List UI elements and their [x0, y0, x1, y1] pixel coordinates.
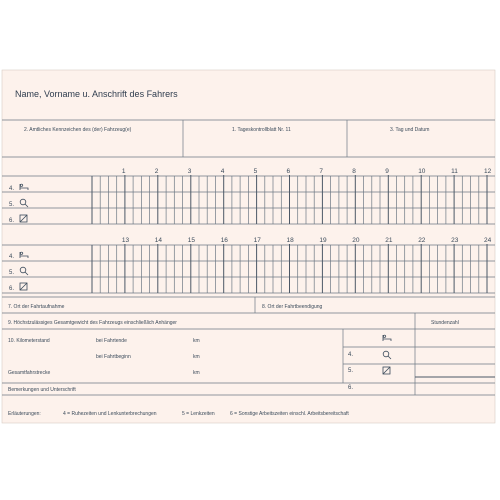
- date-label: 3. Tag und Datum: [390, 127, 430, 133]
- legend-other-work: 6 = Sonstige Arbeitszeiten einschl. Arbeitsbereitschaft: [230, 411, 349, 417]
- hour-number-label: 5: [253, 168, 258, 175]
- total-distance-label: Gesamtfahrstrecke: [8, 370, 51, 376]
- row-label-driving: 5.: [9, 202, 15, 208]
- legend-rest: 4 = Ruhezeiten und Lenkunterbrechungen: [63, 411, 157, 417]
- row-label-other-work: 6.: [9, 218, 15, 224]
- hour-number-label: 9: [385, 168, 389, 175]
- hour-number-label: 24: [484, 237, 492, 244]
- odometer-start-label: bei Fahrtbeginn: [96, 354, 131, 360]
- driver-name-title: Name, Vorname u. Anschrift des Fahrers: [15, 89, 178, 99]
- hour-number-label: 8: [352, 168, 356, 175]
- start-location-label: 7. Ort der Fahrtaufnahme: [8, 304, 65, 310]
- hour-number-label: 22: [418, 237, 426, 244]
- km-unit: km: [193, 354, 200, 360]
- hour-number-label: 3: [187, 168, 192, 175]
- legend-title: Erläuterungen:: [8, 411, 41, 417]
- hour-number-label: 15: [187, 237, 196, 244]
- hour-number-label: 11: [451, 168, 458, 175]
- hour-number-label: 7: [319, 168, 324, 175]
- hour-number-label: 19: [319, 237, 327, 244]
- legend-driving: 5 = Lenkzeiten: [182, 411, 215, 417]
- hour-number-label: 6: [286, 168, 291, 175]
- hour-number-label: 12: [484, 168, 492, 175]
- max-weight-label: 9. Höchstzulässiges Gesamtgewicht des Fahrzeugs einschließlich Anhänger: [8, 320, 177, 326]
- summary-row-rest: 4.: [348, 352, 354, 358]
- hour-number-label: 10: [418, 168, 426, 175]
- summary-row-other-work: 6.: [348, 385, 354, 391]
- hour-number-label: 18: [286, 237, 294, 244]
- row-label-driving: 5.: [9, 270, 15, 276]
- remarks-signature-label: Bemerkungen und Unterschrift: [8, 387, 76, 393]
- hours-total-label: Stundenzahl: [431, 320, 459, 326]
- hour-number-label: 17: [253, 237, 261, 244]
- hour-number-label: 13: [121, 237, 130, 244]
- sheet-number-label: 1. Tageskontrollblatt Nr. 11: [232, 127, 291, 133]
- hour-number-label: 2: [154, 168, 159, 175]
- row-label-other-work: 6.: [9, 286, 15, 292]
- km-unit: km: [193, 338, 200, 344]
- hour-number-label: 14: [154, 237, 163, 244]
- row-label-rest: 4.: [9, 186, 15, 192]
- row-label-rest: 4.: [9, 254, 15, 260]
- hour-number-label: 16: [220, 237, 228, 244]
- summary-row-driving: 5.: [348, 368, 354, 374]
- km-unit: km: [193, 370, 200, 376]
- hour-number-label: 21: [385, 237, 393, 244]
- hour-number-label: 23: [451, 237, 459, 244]
- hour-number-label: 1: [121, 168, 126, 175]
- vehicle-plate-label: 2. Amtliches Kennzeichen des (der) Fahrzeug(e): [24, 127, 132, 133]
- odometer-label: 10. Kilometerstand: [8, 338, 50, 344]
- hour-number-label: 20: [352, 237, 360, 244]
- odometer-end-label: bei Fahrtende: [96, 338, 127, 344]
- hour-number-label: 4: [220, 168, 225, 175]
- end-location-label: 8. Ort der Fahrtbeendigung: [262, 304, 323, 310]
